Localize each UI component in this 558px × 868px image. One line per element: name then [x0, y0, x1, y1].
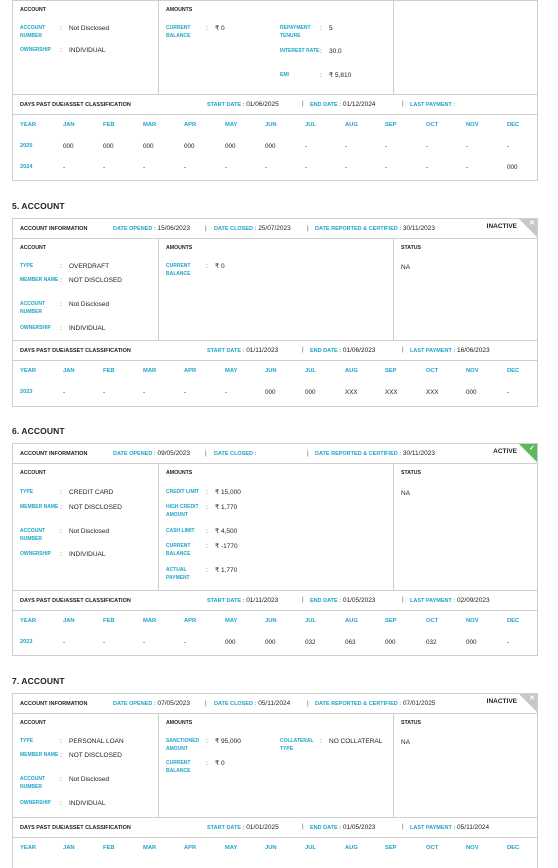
account-6-title: 6. ACCOUNT [12, 426, 65, 436]
account-6-details [13, 464, 537, 591]
month-header: JUN [265, 368, 277, 374]
month-header: MAR [143, 122, 157, 128]
amounts-column [159, 239, 394, 340]
account-column [13, 1, 159, 94]
emi-label: EMI [280, 72, 289, 78]
account-7-title: 7. ACCOUNT [12, 676, 65, 686]
dpd-cell: 000 [103, 143, 114, 150]
dpd-cell: - [345, 164, 348, 171]
dpd-bar: DAYS PAST DUE/ASSET CLASSIFICATION START DATE : 01/06/2025 | END DATE : 01/12/2024 | LAST PAYMENT : [13, 95, 537, 115]
dpd-cell: - [507, 639, 510, 646]
active-badge: ACTIVE [493, 448, 517, 455]
account-info-bar: ACCOUNT INFORMATION DATE OPENED : 07/05/2023 | DATE CLOSED : 05/11/2024 | DATE REPORTED & CERTIFIED : 07/01/2025 INACTIVE ✕ [13, 694, 537, 714]
year-header: YEAR [20, 618, 37, 624]
dpd-row [13, 136, 537, 157]
dpd-heading: DAYS PAST DUE/ASSET CLASSIFICATION [20, 598, 131, 604]
dpd-cell: - [63, 639, 66, 646]
amounts-column [159, 714, 394, 817]
month-header: MAY [225, 122, 238, 128]
actual-payment-row: ACTUAL PAYMENT : ₹ 1,770 [166, 567, 238, 581]
month-header: MAR [143, 845, 157, 851]
dpd-cell: - [184, 164, 187, 171]
inactive-badge: INACTIVE [486, 698, 517, 705]
account-7-card [12, 693, 538, 868]
current-balance-row: CURRENT BALANCE : ₹ 0 [166, 760, 225, 774]
ownership-row: OWNERSHIP : INDIVIDUAL [20, 47, 106, 54]
dpd-row [13, 632, 537, 653]
close-icon: ✕ [529, 695, 535, 702]
month-header: JAN [63, 618, 75, 624]
credit-limit-row: CREDIT LIMIT : ₹ 15,000 [166, 489, 241, 496]
month-header: NOV [466, 618, 479, 624]
dpd-cell: - [225, 389, 228, 396]
dpd-cell: 000 [265, 143, 276, 150]
dpd-cell: 000 [466, 639, 477, 646]
month-header: MAY [225, 845, 238, 851]
date-closed: DATE CLOSED : 05/11/2024 [214, 700, 291, 707]
month-header: JUN [265, 122, 277, 128]
dpd-grid-4 [13, 115, 537, 178]
current-balance-row: CURRENT BALANCE : ₹ 0 [166, 25, 225, 39]
start-date: START DATE : 01/01/2025 [207, 824, 279, 831]
amounts-heading: AMOUNTS [166, 7, 193, 13]
current-balance-row: CURRENT BALANCE : ₹ -1770 [166, 543, 238, 557]
month-header: JAN [63, 122, 75, 128]
date-reported: DATE REPORTED & CERTIFIED : 07/01/2025 [315, 700, 436, 707]
month-header: NOV [466, 368, 479, 374]
account-number-row: ACCOUNT NUMBER : Not Disclosed [20, 301, 110, 315]
member-name-row: MEMBER NAME : NOT DISCLOSED [20, 752, 122, 759]
end-date: END DATE : 01/05/2023 [310, 824, 376, 831]
month-header: APR [184, 618, 197, 624]
month-header: JUN [265, 618, 277, 624]
dpd-cell: - [143, 164, 146, 171]
last-payment: LAST PAYMENT : 05/11/2024 [410, 824, 490, 831]
ownership-row: OWNERSHIP : INDIVIDUAL [20, 325, 106, 332]
account-info-heading: ACCOUNT INFORMATION [20, 226, 88, 232]
repayment-tenure-value: 5 [329, 25, 333, 32]
account-number-value: Not Disclosed [69, 301, 110, 308]
month-header: AUG [345, 122, 358, 128]
emi-row: EMI : ₹ 5,810 [280, 72, 352, 79]
dpd-cell: 000 [225, 639, 236, 646]
month-header: SEP [385, 618, 397, 624]
cash-limit-value: ₹ 4,500 [215, 528, 238, 535]
dpd-row [13, 157, 537, 178]
month-header: NOV [466, 845, 479, 851]
account-4-details [13, 1, 537, 95]
account-number-value: Not Disclosed [69, 776, 110, 783]
month-header: AUG [345, 618, 358, 624]
last-payment: LAST PAYMENT : 16/06/2023 [410, 347, 490, 354]
dpd-bar: DAYS PAST DUE/ASSET CLASSIFICATION START DATE : 01/11/2023 | END DATE : 01/05/2023 | LAST PAYMENT : 02/09/2023 [13, 591, 537, 611]
dpd-row [13, 382, 537, 403]
month-header: JAN [63, 845, 75, 851]
dpd-heading: DAYS PAST DUE/ASSET CLASSIFICATION [20, 102, 131, 108]
type-value: PERSONAL LOAN [69, 738, 124, 745]
ownership-row: OWNERSHIP : INDIVIDUAL [20, 551, 106, 558]
dpd-heading: DAYS PAST DUE/ASSET CLASSIFICATION [20, 348, 131, 354]
dpd-cell: XXX [385, 389, 398, 396]
status-heading: STATUS [401, 470, 421, 476]
dpd-cell: - [143, 389, 146, 396]
account-7-details [13, 714, 537, 818]
collateral-type-row: COLLATERAL TYPE : NO COLLATERAL [280, 738, 383, 752]
dpd-cell: - [225, 164, 228, 171]
start-date: START DATE : 01/11/2023 [207, 347, 279, 354]
month-header: OCT [426, 618, 439, 624]
month-header: FEB [103, 368, 115, 374]
month-header: SEP [385, 368, 397, 374]
close-icon: ✕ [529, 220, 535, 227]
cash-limit-row: CASH LIMIT : ₹ 4,500 [166, 528, 238, 535]
end-date: END DATE : 01/05/2023 [310, 597, 376, 604]
dpd-bar: DAYS PAST DUE/ASSET CLASSIFICATION START DATE : 01/01/2025 | END DATE : 01/05/2023 | LAST PAYMENT : 05/11/2024 [13, 818, 537, 838]
month-header: OCT [426, 845, 439, 851]
date-reported: DATE REPORTED & CERTIFIED : 30/11/2023 [315, 450, 435, 457]
month-header: JUL [305, 618, 316, 624]
current-balance-label: CURRENT BALANCE [166, 25, 191, 39]
dpd-cell: 032 [426, 639, 437, 646]
month-header: OCT [426, 368, 439, 374]
account-column [13, 714, 159, 817]
status-column [394, 464, 537, 590]
dpd-grid-7 [13, 838, 537, 859]
start-date: START DATE : 01/11/2023 [207, 597, 279, 604]
member-name-value: NOT DISCLOSED [69, 504, 122, 511]
member-name-value: NOT DISCLOSED [69, 277, 122, 284]
amounts-heading: AMOUNTS [166, 470, 193, 476]
dpd-year: 2023 [20, 389, 33, 395]
amounts-column [159, 464, 394, 590]
high-credit-value: ₹ 1,770 [215, 504, 238, 511]
dpd-header-row [13, 611, 537, 632]
month-header: AUG [345, 368, 358, 374]
account-5-title: 5. ACCOUNT [12, 201, 65, 211]
month-header: SEP [385, 845, 397, 851]
start-date: START DATE : 01/06/2025 [207, 101, 279, 108]
dpd-cell: - [103, 164, 106, 171]
dpd-header-row [13, 838, 537, 859]
account-number-label: ACCOUNT NUMBER [20, 25, 45, 39]
month-header: NOV [466, 122, 479, 128]
ownership-label: OWNERSHIP [20, 47, 51, 53]
high-credit-row: HIGH CREDIT AMOUNT : ₹ 1,770 [166, 504, 238, 518]
dpd-cell: - [426, 164, 429, 171]
repayment-tenure-row: REPAYMENT TENURE : 5 [280, 25, 333, 39]
account-column [13, 464, 159, 590]
amounts-heading: AMOUNTS [166, 245, 193, 251]
current-balance-row: CURRENT BALANCE : ₹ 0 [166, 263, 225, 277]
check-icon: ✓ [529, 445, 535, 452]
member-name-row: MEMBER NAME : NOT DISCLOSED [20, 504, 122, 511]
ownership-value: INDIVIDUAL [69, 47, 106, 54]
dpd-cell: 000 [466, 389, 477, 396]
ownership-row: OWNERSHIP : INDIVIDUAL [20, 800, 106, 807]
month-header: DEC [507, 845, 520, 851]
month-header: SEP [385, 122, 397, 128]
current-balance-value: ₹ 0 [215, 760, 225, 767]
month-header: FEB [103, 618, 115, 624]
account-number-row: ACCOUNT NUMBER : Not Disclosed [20, 25, 110, 39]
amounts-column [159, 1, 394, 94]
type-value: OVERDRAFT [69, 263, 110, 270]
type-row: TYPE : OVERDRAFT [20, 263, 110, 270]
dpd-cell: - [507, 143, 510, 150]
month-header: OCT [426, 122, 439, 128]
account-4-card [12, 0, 538, 181]
dpd-grid-5 [13, 361, 537, 403]
ownership-value: INDIVIDUAL [69, 325, 106, 332]
account-number-row: ACCOUNT NUMBER : Not Disclosed [20, 776, 110, 790]
emi-value: ₹ 5,810 [329, 72, 352, 79]
year-header: YEAR [20, 368, 37, 374]
dpd-cell: - [426, 143, 429, 150]
dpd-cell: - [63, 389, 66, 396]
dpd-heading: DAYS PAST DUE/ASSET CLASSIFICATION [20, 825, 131, 831]
month-header: MAR [143, 618, 157, 624]
dpd-cell: - [63, 164, 66, 171]
month-header: FEB [103, 845, 115, 851]
month-header: JUL [305, 122, 316, 128]
month-header: JUN [265, 845, 277, 851]
status-value: NA [401, 490, 411, 497]
current-balance-value: ₹ 0 [215, 263, 225, 270]
dpd-year: 2024 [20, 164, 33, 170]
ownership-value: INDIVIDUAL [69, 800, 106, 807]
inactive-badge: INACTIVE [486, 223, 517, 230]
date-closed: DATE CLOSED : [214, 451, 257, 457]
account-column [13, 239, 159, 340]
status-heading: STATUS [401, 245, 421, 251]
date-closed: DATE CLOSED : 25/07/2023 [214, 225, 291, 232]
year-header: YEAR [20, 122, 37, 128]
account-heading: ACCOUNT [20, 720, 46, 726]
account-info-heading: ACCOUNT INFORMATION [20, 451, 88, 457]
interest-rate-row: INTEREST RATE : 30.0 [280, 48, 342, 55]
status-column [394, 239, 537, 340]
status-value: NA [401, 739, 411, 746]
dpd-cell: 063 [345, 639, 356, 646]
month-header: JUL [305, 368, 316, 374]
dpd-header-row [13, 115, 537, 136]
account-heading: ACCOUNT [20, 470, 46, 476]
type-row: TYPE : PERSONAL LOAN [20, 738, 124, 745]
credit-limit-value: ₹ 15,000 [215, 489, 241, 496]
current-balance-value: ₹ -1770 [215, 543, 238, 550]
dpd-cell: XXX [345, 389, 358, 396]
dpd-cell: - [184, 389, 187, 396]
dpd-cell: 000 [265, 389, 276, 396]
sanctioned-amount-row: SANCTIONED AMOUNT : ₹ 95,000 [166, 738, 241, 752]
account-number-row: ACCOUNT NUMBER : Not Disclosed [20, 528, 110, 542]
dpd-cell: - [265, 164, 268, 171]
dpd-cell: - [184, 639, 187, 646]
dpd-cell: 000 [507, 164, 518, 171]
month-header: JAN [63, 368, 75, 374]
account-5-details [13, 239, 537, 341]
dpd-cell: - [305, 164, 308, 171]
dpd-cell: 000 [225, 143, 236, 150]
month-header: MAR [143, 368, 157, 374]
year-header: YEAR [20, 845, 37, 851]
interest-rate-label: INTEREST RATE [280, 48, 320, 54]
dpd-cell: XXX [426, 389, 439, 396]
account-heading: ACCOUNT [20, 7, 46, 13]
account-info-bar: ACCOUNT INFORMATION DATE OPENED : 09/05/2023 | DATE CLOSED : | DATE REPORTED & CERTIFIED : 30/11/2023 ACTIVE ✓ [13, 444, 537, 464]
account-number-value: Not Disclosed [69, 25, 110, 32]
month-header: DEC [507, 368, 520, 374]
account-number-value: Not Disclosed [69, 528, 110, 535]
sanctioned-amount-value: ₹ 95,000 [215, 738, 241, 745]
account-info-bar: ACCOUNT INFORMATION DATE OPENED : 15/06/2023 | DATE CLOSED : 25/07/2023 | DATE REPORTED & CERTIFIED : 30/11/2023 INACTIVE ✕ [13, 219, 537, 239]
date-opened: DATE OPENED : 09/05/2023 [113, 450, 191, 457]
dpd-cell: 000 [305, 389, 316, 396]
type-value: CREDIT CARD [69, 489, 114, 496]
member-name-value: NOT DISCLOSED [69, 752, 122, 759]
end-date: END DATE : 01/12/2024 [310, 101, 376, 108]
month-header: AUG [345, 845, 358, 851]
date-opened: DATE OPENED : 07/05/2023 [113, 700, 191, 707]
month-header: MAY [225, 618, 238, 624]
month-header: JUL [305, 845, 316, 851]
dpd-header-row [13, 361, 537, 382]
member-name-row: MEMBER NAME : NOT DISCLOSED [20, 277, 122, 284]
dpd-cell: 000 [184, 143, 195, 150]
dpd-cell: - [103, 639, 106, 646]
account-5-card [12, 218, 538, 407]
month-header: MAY [225, 368, 238, 374]
end-date: END DATE : 01/06/2023 [310, 347, 376, 354]
account-6-card [12, 443, 538, 656]
dpd-bar: DAYS PAST DUE/ASSET CLASSIFICATION START DATE : 01/11/2023 | END DATE : 01/06/2023 | LAST PAYMENT : 16/06/2023 [13, 341, 537, 361]
ownership-value: INDIVIDUAL [69, 551, 106, 558]
dpd-cell: 032 [305, 639, 316, 646]
dpd-year: 2025 [20, 143, 33, 149]
dpd-cell: 000 [265, 639, 276, 646]
status-value: NA [401, 264, 411, 271]
actual-payment-value: ₹ 1,770 [215, 567, 238, 574]
last-payment: LAST PAYMENT : [410, 102, 456, 108]
dpd-cell: 000 [143, 143, 154, 150]
dpd-year: 2023 [20, 639, 33, 645]
status-column [394, 1, 537, 94]
interest-rate-value: 30.0 [329, 48, 342, 55]
repayment-tenure-label: REPAYMENT TENURE [280, 25, 311, 39]
dpd-cell: - [385, 143, 388, 150]
month-header: DEC [507, 618, 520, 624]
amounts-heading: AMOUNTS [166, 720, 193, 726]
account-info-heading: ACCOUNT INFORMATION [20, 701, 88, 707]
dpd-cell: - [466, 143, 469, 150]
account-heading: ACCOUNT [20, 245, 46, 251]
last-payment: LAST PAYMENT : 02/09/2023 [410, 597, 490, 604]
month-header: APR [184, 845, 197, 851]
dpd-grid-6 [13, 611, 537, 653]
type-row: TYPE : CREDIT CARD [20, 489, 114, 496]
dpd-cell: - [507, 389, 510, 396]
status-heading: STATUS [401, 720, 421, 726]
month-header: APR [184, 368, 197, 374]
date-reported: DATE REPORTED & CERTIFIED : 30/11/2023 [315, 225, 435, 232]
dpd-cell: 000 [63, 143, 74, 150]
dpd-cell: - [305, 143, 308, 150]
dpd-cell: - [345, 143, 348, 150]
current-balance-value: ₹ 0 [215, 25, 225, 32]
status-column [394, 714, 537, 817]
month-header: FEB [103, 122, 115, 128]
dpd-cell: 000 [385, 639, 396, 646]
dpd-cell: - [143, 639, 146, 646]
month-header: APR [184, 122, 197, 128]
dpd-cell: - [103, 389, 106, 396]
dpd-cell: - [466, 164, 469, 171]
collateral-type-value: NO COLLATERAL [329, 738, 383, 745]
dpd-cell: - [385, 164, 388, 171]
month-header: DEC [507, 122, 520, 128]
date-opened: DATE OPENED : 15/06/2023 [113, 225, 191, 232]
